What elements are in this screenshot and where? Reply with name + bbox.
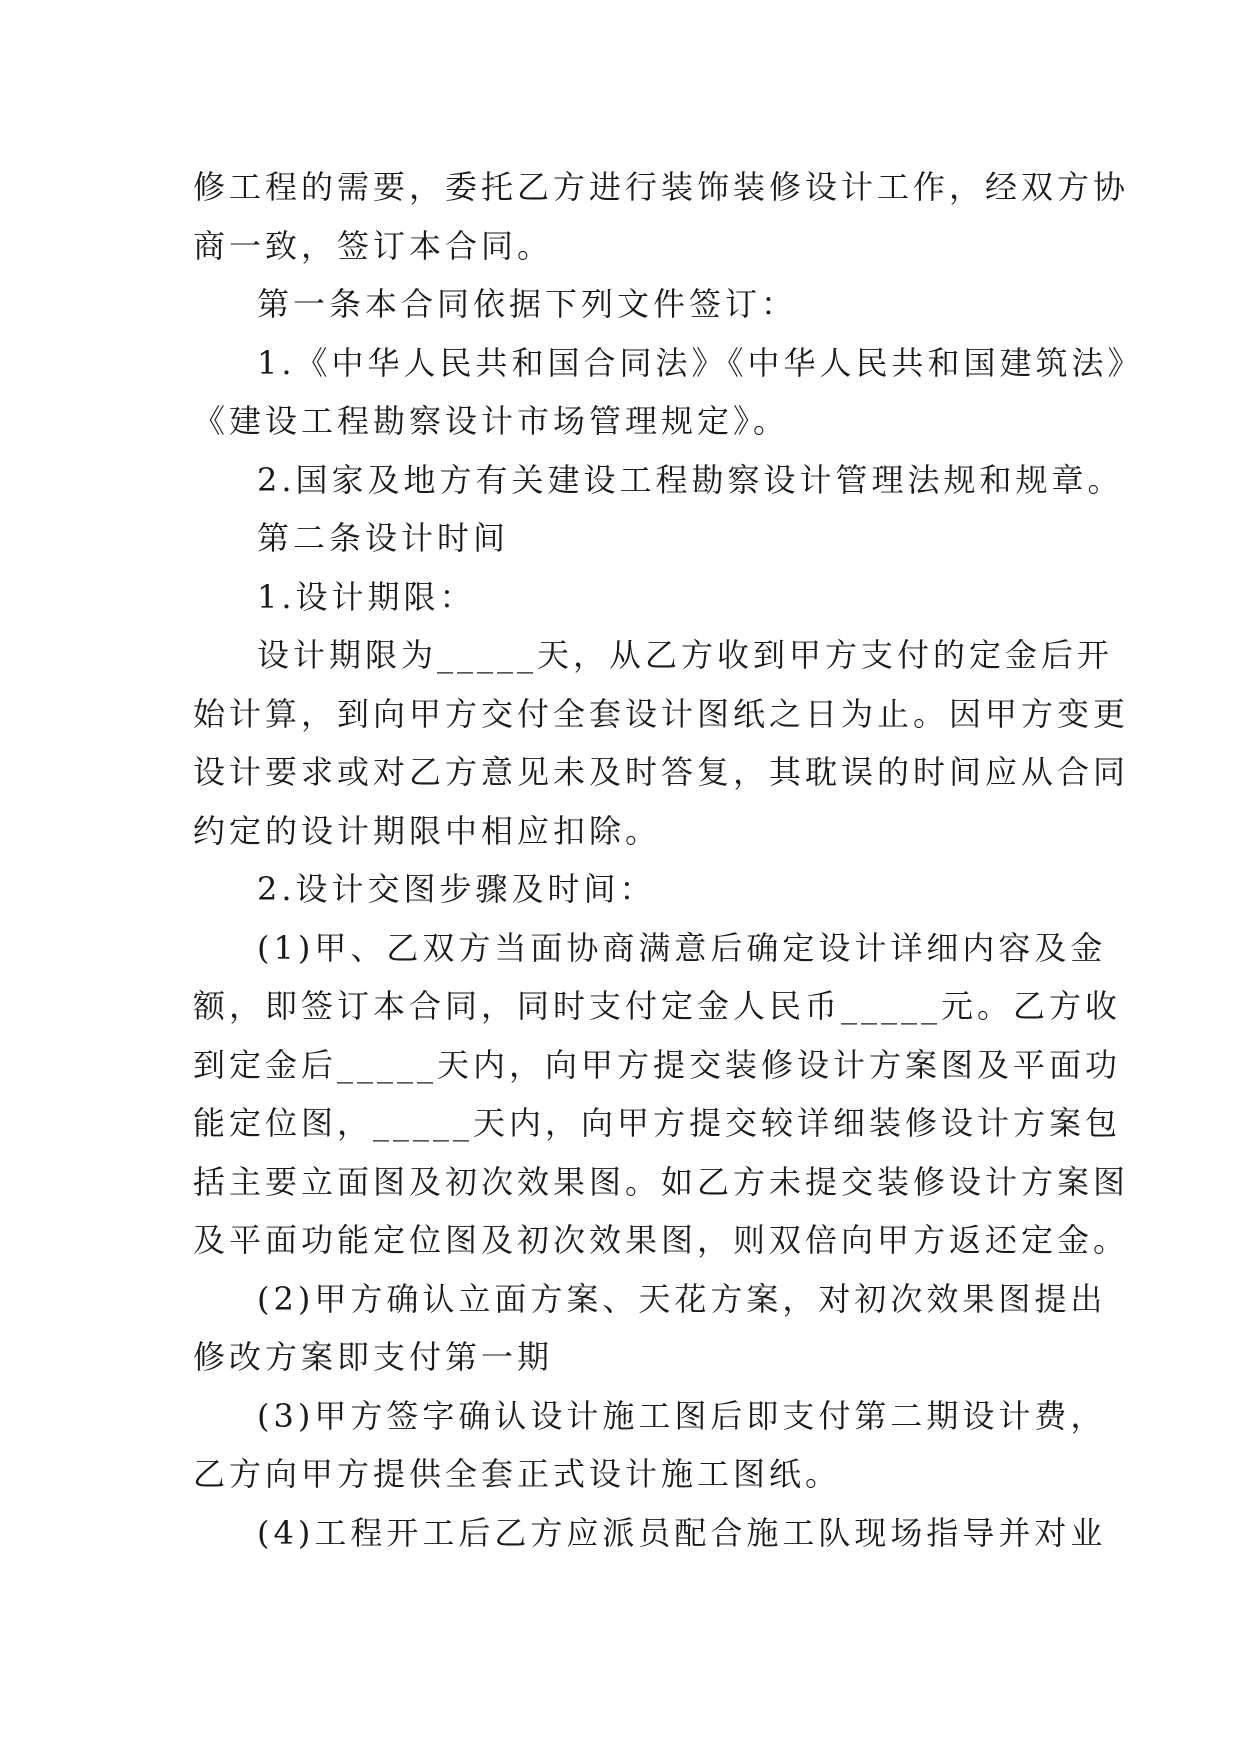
text-line: 商一致，签订本合同。 — [193, 226, 554, 265]
text-line: 修工程的需要，委托乙方进行装饰装修设计工作，经双方协 — [193, 168, 1130, 206]
text-line: 乙方向甲方提供全套正式设计施工图纸。 — [193, 1455, 842, 1493]
text-line: 约定的设计期限中相应扣除。 — [193, 811, 662, 850]
text-line: 修改方案即支付第一期 — [193, 1338, 554, 1376]
text-line: 2.设计交图步骤及时间： — [257, 870, 656, 908]
text-line: (1)甲、乙双方当面协商满意后确定设计详细内容及金 — [257, 928, 1107, 967]
text-line: 括主要立面图及初次效果图。如乙方未提交装修设计方案图 — [193, 1162, 1130, 1201]
text-line: 设计期限为_____天，从乙方收到甲方支付的定金后开 — [257, 636, 1114, 674]
text-line: 1.设计期限： — [257, 577, 476, 616]
text-line: 及平面功能定位图及初次效果图，则双倍向甲方返还定金。 — [193, 1221, 1130, 1259]
text-line: 能定位图，_____天内，向甲方提交较详细装修设计方案包 — [193, 1104, 1122, 1142]
text-line: (2)甲方确认立面方案、天花方案，对初次效果图提出 — [257, 1279, 1107, 1318]
text-line: 2.国家及地方有关建设工程勘察设计管理法规和规章。 — [257, 460, 1124, 499]
text-line: 设计要求或对乙方意见未及时答复，其耽误的时间应从合同 — [193, 753, 1130, 791]
text-line: (4)工程开工后乙方应派员配合施工队现场指导并对业 — [257, 1513, 1107, 1552]
text-line: 到定金后_____天内，向甲方提交装修设计方案图及平面功 — [193, 1045, 1122, 1084]
text-line: (3)甲方签字确认设计施工图后即支付第二期设计费， — [257, 1396, 1107, 1435]
text-line: 1.《中华人民共和国合同法》《中华人民共和国建筑法》 — [257, 343, 1144, 382]
text-line: 第二条设计时间 — [257, 519, 510, 557]
text-line: 额，即签订本合同，同时支付定金人民币_____元。乙方收 — [193, 987, 1122, 1025]
text-line: 始计算，到向甲方交付全套设计图纸之日为止。因甲方变更 — [193, 694, 1130, 733]
document-body — [193, 158, 1144, 1562]
text-line: 第一条本合同依据下列文件签订： — [257, 285, 798, 323]
text-line: 《建设工程勘察设计市场管理规定》。 — [193, 402, 790, 440]
